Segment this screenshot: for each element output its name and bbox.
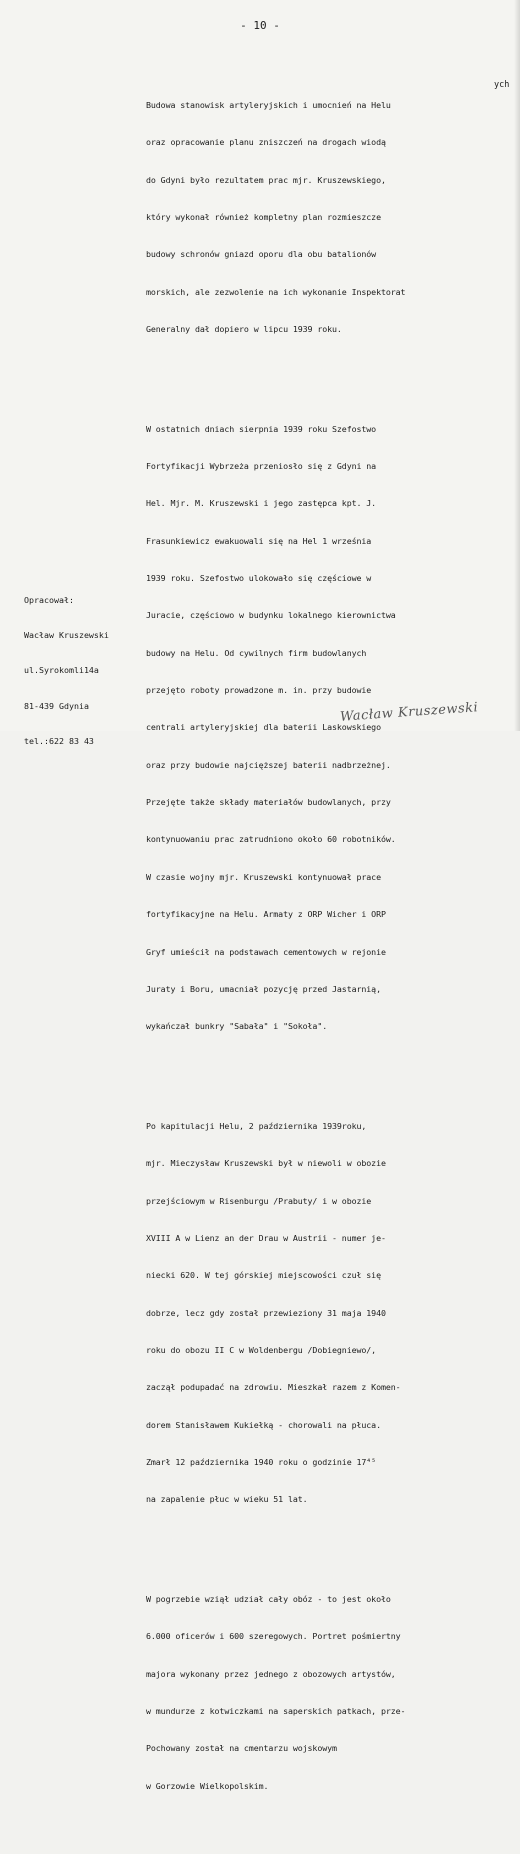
text-line: kontynuowaniu prac zatrudniono około 60 robotników. [146,834,396,845]
text-line: który wykonał również kompletny plan rozmieszcze [146,211,381,222]
text-line: roku do obozu II C w Woldenbergu /Dobiegniewo/, [146,1345,377,1355]
text-line: Zmarł 12 października 1940 roku o godzinie 17⁴⁵ [146,1457,377,1468]
text-line: 1939 roku. Szefostwo ulokowało się częściowe w [146,572,372,583]
body-text [146,49,518,1854]
text-line: Pochowany został na cmentarzu wojskowym [146,1743,337,1754]
paragraph-3 [146,1095,518,1531]
text-line: w Gorzowie Wielkopolskim. [146,1780,269,1791]
paragraph-4 [146,1568,518,1817]
paragraph-2 [146,398,518,1058]
page-edge-shadow [514,0,520,731]
author-block [24,571,109,772]
text-line: Juraty i Boru, umacniał pozycję przed Jastarnią, [146,983,381,994]
text-line: W pogrzebie wziął udział cały obóz - to jest około [146,1594,391,1604]
text-line: Generalny dał dopiero w lipcu 1939 roku. [146,323,342,334]
text-line: fortyfikacyjne na Helu. Armaty z ORP Wicher i ORP [146,909,386,920]
text-line: Hel. Mjr. M. Kruszewski i jego zastępca kpt. J. [146,498,377,509]
text-line: zaczął podupadać na zdrowiu. Mieszkał razem z Komen- [146,1382,401,1393]
text-line: XVIII A w Lienz an der Drau w Austrii - numer je- [146,1232,386,1243]
text-line: przejściowym w Risenburgu /Prabuty/ i w obozie [146,1195,372,1206]
handwritten-signature: Wacław Kruszewski [339,700,479,725]
text-line: Frasunkiewicz ewakuowali się na Hel 1 września [146,535,372,546]
paragraph-1 [146,74,518,360]
text-line: dorem Stanisławem Kukiełką - chorowali na płuca. [146,1419,381,1430]
text-line: 6.000 oficerów i 600 szeregowych. Portret pośmiertny [146,1631,401,1642]
text-line: Przejęte także składy materiałów budowlanych, przy [146,797,391,808]
author-name: Wacław Kruszewski [24,629,109,640]
text-line: Juracie, częściowo w budynku lokalnego kierownictwa [146,610,396,621]
text-line: morskich, ale zezwolenie na ich wykonanie Inspektorat [146,286,406,297]
text-line: na zapalenie płuc w wieku 51 lat. [146,1494,308,1505]
author-label: Opracował: [24,594,74,605]
text-line: W ostatnich dniach sierpnia 1939 roku Szefostwo [146,423,377,434]
text-line: budowy na Helu. Od cywilnych firm budowlanych [146,647,367,658]
text-line: centrali artyleryjskiej dla baterii Laskowskiego [146,722,381,733]
author-phone: tel.:622 83 43 [24,736,94,747]
text-line: oraz opracowanie planu zniszczeń na drogach wiodą [146,137,386,148]
text-line: majora wykonany przez jednego z obozowych artystów, [146,1668,396,1679]
text-line: niecki 620. W tej górskiej miejscowości czuł się [146,1270,381,1281]
author-street: ul.Syrokomli14a [24,665,99,676]
text-line: dobrze, lecz gdy został przewieziony 31 maja 1940 [146,1307,386,1318]
text-line: oraz przy budowie najcięższej baterii nadbrzeżnej. [146,759,391,770]
text-line: Gryf umieścił na podstawach cementowych w rejonie [146,946,386,957]
margin-note: ych [494,80,510,90]
text-line: budowy schronów gniazd oporu dla obu batalionów [146,249,377,260]
text-line: przejęto roboty prowadzone m. in. przy budowie [146,685,372,696]
text-line: wykańczał bunkry "Sabała" i "Sokoła". [146,1021,328,1032]
text-line: Budowa stanowisk artyleryjskich i umocnień na Helu [146,99,391,110]
text-line: Fortyfikacji Wybrzeża przeniosło się z Gdyni na [146,460,377,471]
author-city: 81-439 Gdynia [24,700,89,711]
text-line: w mundurze z kotwiczkami na saperskich patkach, prze- [146,1706,406,1717]
text-line: do Gdyni było rezultatem prac mjr. Kruszewskiego, [146,174,386,185]
text-line: Po kapitulacji Helu, 2 października 1939roku, [146,1120,367,1131]
text-line: mjr. Mieczysław Kruszewski był w niewoli w obozie [146,1158,386,1169]
page-number: - 10 - [240,19,280,32]
text-line: W czasie wojny mjr. Kruszewski kontynuował prace [146,871,381,882]
